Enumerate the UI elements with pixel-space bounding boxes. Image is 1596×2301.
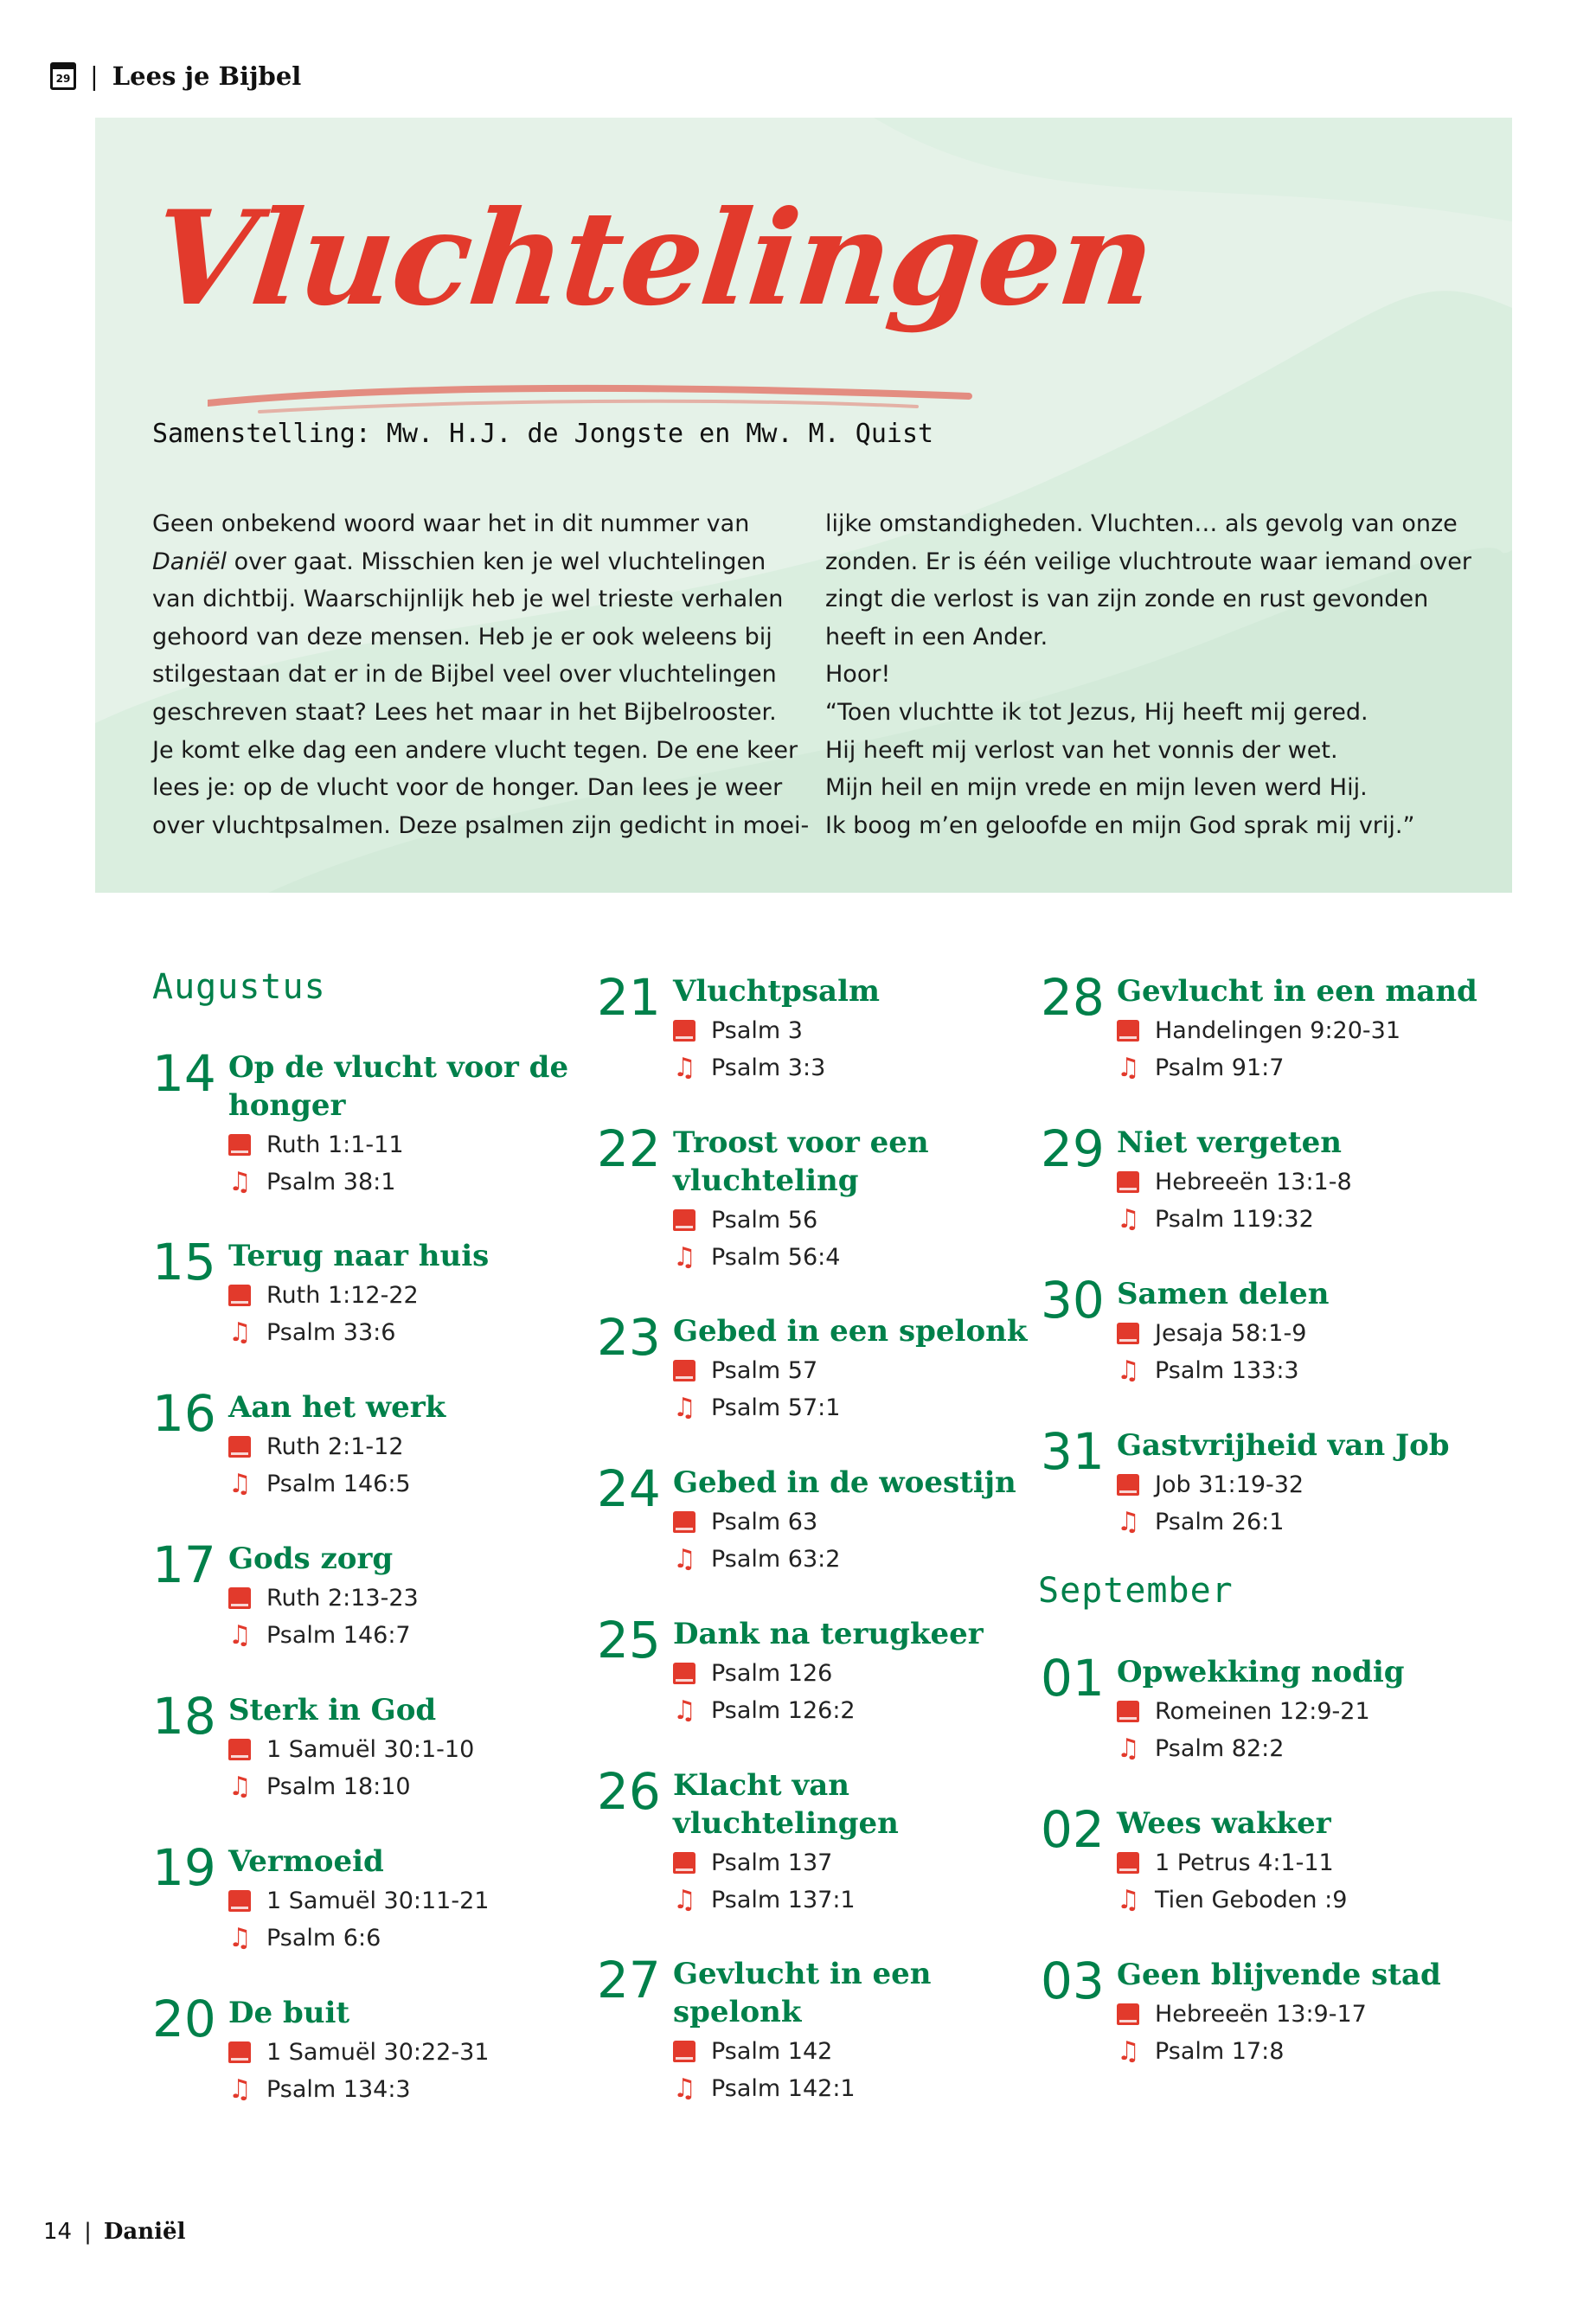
song-text: Psalm 56:4: [711, 1244, 841, 1271]
entry-title: [1117, 1653, 1497, 1691]
entry-references: [228, 1126, 404, 1201]
page-number: 14: [43, 2219, 73, 2245]
entry-references: [228, 1882, 489, 1957]
reading-text: Handelingen 9:20-31: [1155, 1017, 1401, 1044]
day-number: 28: [1041, 968, 1105, 1027]
bible-reading: [228, 1428, 411, 1465]
bible-reading: [1117, 1315, 1306, 1352]
entry-references: [1117, 1315, 1306, 1389]
reading-text: 1 Samuël 30:22-31: [266, 2039, 490, 2066]
book-icon: [1117, 2003, 1155, 2025]
song-reference: [228, 2071, 489, 2108]
entry-title: [673, 1464, 1054, 1502]
bible-reading: [1117, 1012, 1401, 1049]
intro-line: zingt die verlost is van zijn zonde en rust gevonden: [825, 586, 1429, 613]
music-note-icon: ♫: [228, 1166, 252, 1197]
bible-reading: [1117, 1693, 1370, 1730]
entry-references: [1117, 1466, 1304, 1541]
entry-title-line: Gebed in een spelonk: [673, 1314, 1028, 1349]
month-heading-september: September: [1038, 1571, 1234, 1611]
song-text: Psalm 134:3: [266, 2076, 411, 2103]
intro-line: gehoord van deze mensen. Heb je er ook weleens bij: [152, 623, 772, 651]
intro-line: lijke omstandigheden. Vluchten… als gevolg van onze: [825, 510, 1458, 537]
entry-title: [673, 1955, 1054, 2031]
entry-references: [673, 1012, 825, 1086]
day-number: 16: [152, 1384, 216, 1443]
entry-title-line: Aan het werk: [228, 1390, 446, 1425]
song-reference: [228, 1617, 419, 1654]
entry-title: [228, 1691, 609, 1729]
bible-reading: [673, 1655, 856, 1692]
reading-text: Psalm 137: [711, 1849, 833, 1876]
entry-title-line: Gastvrijheid van Job: [1117, 1428, 1450, 1463]
song-reference: [1117, 1201, 1352, 1238]
song-text: Psalm 33:6: [266, 1319, 396, 1346]
song-reference: [1117, 1503, 1304, 1541]
music-note-icon: ♫: [1117, 1506, 1140, 1537]
entry-title-line: Vermoeid: [228, 1844, 384, 1879]
song-reference: [1117, 1049, 1401, 1086]
song-reference: [1117, 1730, 1370, 1767]
section-title: Lees je Bijbel: [112, 61, 302, 91]
song-text: Psalm 137:1: [711, 1887, 856, 1913]
entry-title-line: vluchtelingen: [673, 1806, 899, 1841]
entry-references: [1117, 1163, 1352, 1238]
divider: |: [84, 2219, 92, 2245]
intro-line: Ik boog m’en geloofde en mijn God sprak mij vrij.”: [825, 811, 1415, 839]
page-footer: [43, 2219, 185, 2245]
entry-title-line: Op de vlucht voor de: [228, 1050, 569, 1085]
entry-references: [1117, 1996, 1367, 2070]
divider: |: [90, 61, 99, 91]
entry-title-line: spelonk: [673, 1995, 802, 2029]
song-reference: [673, 1389, 840, 1426]
reading-text: Romeinen 12:9-21: [1155, 1698, 1370, 1725]
song-text: Psalm 142:1: [711, 2075, 856, 2102]
book-icon: [673, 1511, 711, 1533]
song-text: Psalm 119:32: [1155, 1206, 1314, 1233]
reading-text: Jesaja 58:1-9: [1155, 1320, 1307, 1347]
entry-title: [673, 1312, 1054, 1350]
song-text: Psalm 38:1: [266, 1169, 396, 1195]
song-text: Psalm 6:6: [266, 1925, 381, 1952]
intro-line: lees je: op de vlucht voor de honger. Dan lees je weer: [152, 774, 783, 802]
bible-reading: [228, 1731, 474, 1768]
page-title: Vluchtelingen: [145, 183, 1161, 335]
book-icon: [228, 1285, 266, 1306]
entry-references: [228, 2034, 489, 2108]
song-reference: [228, 1920, 489, 1957]
calendar-icon: 29: [50, 62, 76, 90]
song-text: Psalm 146:7: [266, 1622, 411, 1649]
reading-text: Ruth 1:12-22: [266, 1282, 419, 1309]
song-text: Psalm 26:1: [1155, 1509, 1285, 1535]
book-icon: [673, 1360, 711, 1381]
book-icon: [228, 2041, 266, 2063]
book-icon: [673, 1852, 711, 1874]
entry-title: [1117, 1956, 1497, 1994]
day-number: 31: [1041, 1422, 1105, 1481]
book-icon: [228, 1587, 266, 1609]
music-note-icon: ♫: [228, 1317, 252, 1348]
book-icon: [228, 1134, 266, 1156]
entry-title-line: Vluchtpsalm: [673, 974, 880, 1009]
day-number: 26: [597, 1762, 661, 1821]
song-text: Psalm 146:5: [266, 1471, 411, 1497]
music-note-icon: ♫: [228, 1619, 252, 1650]
song-text: Psalm 18:10: [266, 1773, 411, 1800]
music-note-icon: ♫: [673, 1241, 696, 1272]
bible-reading: [228, 1277, 419, 1314]
song-text: Tien Geboden :9: [1155, 1887, 1348, 1913]
bible-reading: [228, 2034, 489, 2071]
entry-references: [228, 1731, 474, 1805]
day-number: 30: [1041, 1271, 1105, 1330]
song-reference: [1117, 1352, 1306, 1389]
entry-title-line: Klacht van: [673, 1768, 849, 1803]
music-note-icon: ♫: [1117, 1355, 1140, 1386]
reading-text: Psalm 3: [711, 1017, 803, 1044]
day-number: 01: [1041, 1649, 1105, 1708]
entry-title-line: vluchteling: [673, 1163, 859, 1198]
entry-references: [673, 2033, 856, 2107]
music-note-icon: ♫: [228, 1468, 252, 1499]
song-text: Psalm 82:2: [1155, 1735, 1285, 1762]
music-note-icon: ♫: [228, 1771, 252, 1802]
entry-title-line: Terug naar huis: [228, 1239, 490, 1273]
bible-reading: [228, 1126, 404, 1163]
bible-reading: [228, 1580, 419, 1617]
entry-title: [1117, 1426, 1497, 1465]
reading-text: 1 Samuël 30:11-21: [266, 1888, 490, 1914]
book-icon: [1117, 1852, 1155, 1874]
intro-line: Mijn heil en mijn vrede en mijn leven werd Hij.: [825, 774, 1368, 802]
entry-title: [228, 1843, 609, 1881]
entry-title: [673, 1766, 1054, 1843]
music-note-icon: ♫: [673, 1543, 696, 1574]
song-reference: [228, 1314, 419, 1351]
music-note-icon: ♫: [673, 1884, 696, 1915]
reading-text: Ruth 1:1-11: [266, 1131, 404, 1158]
song-reference: [673, 1541, 840, 1578]
entry-title: [228, 1994, 609, 2032]
intro-line: over vluchtpsalmen. Deze psalmen zijn gedicht in moei-: [152, 811, 810, 839]
reading-text: Hebreeën 13:1-8: [1155, 1169, 1352, 1195]
music-note-icon: ♫: [1117, 1203, 1140, 1234]
music-note-icon: ♫: [673, 1052, 696, 1083]
entry-title-line: Gevlucht in een: [673, 1957, 932, 1991]
bible-reading: [673, 1352, 840, 1389]
bible-reading: [228, 1882, 489, 1920]
intro-column-left: [152, 505, 810, 844]
entry-title-line: Niet vergeten: [1117, 1125, 1342, 1160]
entry-title: [1117, 1804, 1497, 1843]
entry-title: [673, 972, 1054, 1010]
bible-reading: [1117, 1844, 1347, 1881]
entry-references: [673, 1202, 840, 1276]
entry-title: [1117, 972, 1497, 1010]
day-number: 15: [152, 1233, 216, 1292]
day-number: 22: [597, 1119, 661, 1178]
intro-line: stilgestaan dat er in de Bijbel veel over vluchtelingen: [152, 661, 777, 689]
section-header: [50, 59, 301, 93]
entry-title: [228, 1540, 609, 1578]
book-icon: [1117, 1323, 1155, 1344]
bible-reading: [673, 1012, 825, 1049]
intro-line: Hoor!: [825, 661, 891, 689]
entry-title-line: honger: [228, 1088, 346, 1123]
day-number: 19: [152, 1838, 216, 1897]
entry-title: [228, 1237, 609, 1275]
song-text: Psalm 17:8: [1155, 2038, 1285, 2065]
entry-title-line: Troost voor een: [673, 1125, 929, 1160]
entry-title-line: Sterk in God: [228, 1693, 437, 1727]
credits: Samenstelling: Mw. H.J. de Jongste en Mw. M. Quist: [152, 419, 934, 449]
entry-title: [673, 1615, 1054, 1653]
magazine-title: Daniël: [103, 2219, 186, 2245]
song-reference: [673, 1049, 825, 1086]
day-number: 20: [152, 1990, 216, 2048]
day-number: 24: [597, 1459, 661, 1518]
music-note-icon: ♫: [1117, 2035, 1140, 2067]
book-icon: [228, 1436, 266, 1458]
book-icon: [1117, 1474, 1155, 1496]
bible-reading: [673, 1844, 856, 1881]
day-number: 21: [597, 968, 661, 1027]
reading-text: Hebreeën 13:9-17: [1155, 2001, 1367, 2028]
reading-text: Job 31:19-32: [1155, 1471, 1304, 1498]
intro-line: heeft in een Ander.: [825, 623, 1048, 651]
reading-text: Ruth 2:1-12: [266, 1433, 404, 1460]
day-number: 02: [1041, 1800, 1105, 1859]
entry-title-line: Samen delen: [1117, 1277, 1330, 1311]
book-icon: [673, 1209, 711, 1231]
intro-column-right: [825, 505, 1483, 844]
music-note-icon: ♫: [228, 1922, 252, 1953]
music-note-icon: ♫: [1117, 1052, 1140, 1083]
day-number: 23: [597, 1308, 661, 1367]
reading-text: 1 Samuël 30:1-10: [266, 1736, 475, 1763]
reading-text: 1 Petrus 4:1-11: [1155, 1849, 1334, 1876]
entry-title-line: Gods zorg: [228, 1541, 394, 1576]
book-icon: [673, 1020, 711, 1042]
entry-title-line: Gebed in de woestijn: [673, 1465, 1016, 1500]
bible-reading: [673, 2033, 856, 2070]
entry-title: [673, 1124, 1054, 1200]
bible-reading: [1117, 1163, 1352, 1201]
entry-title: [1117, 1275, 1497, 1313]
song-text: Psalm 63:2: [711, 1546, 841, 1573]
hero-panel: [95, 118, 1512, 893]
month-heading-august: Augustus: [152, 967, 326, 1007]
entry-references: [673, 1655, 856, 1729]
song-text: Psalm 91:7: [1155, 1054, 1285, 1081]
song-reference: [673, 1692, 856, 1729]
reading-text: Psalm 126: [711, 1660, 833, 1687]
brush-stroke: [208, 377, 986, 420]
song-reference: [228, 1163, 404, 1201]
entry-references: [228, 1428, 411, 1503]
entry-references: [673, 1844, 856, 1919]
day-number: 27: [597, 1951, 661, 2009]
song-reference: [673, 1881, 856, 1919]
music-note-icon: ♫: [673, 1392, 696, 1423]
song-text: Psalm 133:3: [1155, 1357, 1299, 1384]
entry-title-line: De buit: [228, 1996, 350, 2030]
intro-line: Daniël over gaat. Misschien ken je wel vluchtelingen: [152, 548, 766, 575]
entry-title-line: Gevlucht in een mand: [1117, 974, 1477, 1009]
entry-title-line: Geen blijvende stad: [1117, 1958, 1441, 1992]
day-number: 14: [152, 1044, 216, 1103]
reading-text: Psalm 57: [711, 1357, 818, 1384]
entry-references: [228, 1580, 419, 1654]
music-note-icon: ♫: [1117, 1884, 1140, 1915]
book-icon: [1117, 1020, 1155, 1042]
music-note-icon: ♫: [673, 2073, 696, 2104]
song-text: Psalm 126:2: [711, 1697, 856, 1724]
entry-references: [1117, 1012, 1401, 1086]
song-reference: [228, 1465, 411, 1503]
intro-line: Geen onbekend woord waar het in dit nummer van: [152, 510, 750, 537]
day-number: 03: [1041, 1952, 1105, 2010]
day-number: 29: [1041, 1119, 1105, 1178]
entry-references: [673, 1503, 840, 1578]
intro-line: zonden. Er is één veilige vluchtroute waar iemand over: [825, 548, 1471, 575]
music-note-icon: ♫: [673, 1695, 696, 1726]
song-reference: [673, 1239, 840, 1276]
day-number: 17: [152, 1535, 216, 1594]
intro-line: Je komt elke dag een andere vlucht tegen. De ene keer: [152, 736, 798, 764]
song-reference: [1117, 1881, 1347, 1919]
entry-references: [1117, 1693, 1370, 1767]
entry-title-line: Wees wakker: [1117, 1806, 1331, 1841]
reading-text: Psalm 56: [711, 1207, 818, 1234]
entry-title-line: Dank na terugkeer: [673, 1617, 984, 1651]
entry-title: [228, 1388, 609, 1426]
book-icon: [228, 1890, 266, 1912]
entry-title: [228, 1048, 609, 1125]
book-icon: [1117, 1171, 1155, 1193]
book-icon: [228, 1739, 266, 1760]
book-icon: [1117, 1701, 1155, 1722]
song-reference: [228, 1768, 474, 1805]
reading-text: Ruth 2:13-23: [266, 1585, 419, 1612]
entry-title-line: Opwekking nodig: [1117, 1655, 1405, 1689]
intro-line: geschreven staat? Lees het maar in het Bijbelrooster.: [152, 698, 777, 726]
intro-line: Hij heeft mij verlost van het vonnis der wet.: [825, 736, 1338, 764]
reading-text: Psalm 142: [711, 2038, 833, 2065]
entry-title: [1117, 1124, 1497, 1162]
book-icon: [673, 2041, 711, 2062]
day-number: 18: [152, 1687, 216, 1746]
song-text: Psalm 3:3: [711, 1054, 826, 1081]
entry-references: [673, 1352, 840, 1426]
reading-text: Psalm 63: [711, 1509, 818, 1535]
music-note-icon: ♫: [228, 2073, 252, 2105]
entry-references: [228, 1277, 419, 1351]
entry-references: [1117, 1844, 1347, 1919]
bible-reading: [673, 1202, 840, 1239]
bible-reading: [1117, 1466, 1304, 1503]
song-reference: [1117, 2033, 1367, 2070]
song-text: Psalm 57:1: [711, 1394, 841, 1421]
intro-line: van dichtbij. Waarschijnlijk heb je wel trieste verhalen: [152, 586, 784, 613]
bible-reading: [1117, 1996, 1367, 2033]
intro-line: “Toen vluchtte ik tot Jezus, Hij heeft mij gered.: [825, 698, 1368, 726]
song-reference: [673, 2070, 856, 2107]
book-icon: [673, 1663, 711, 1684]
bible-reading: [673, 1503, 840, 1541]
music-note-icon: ♫: [1117, 1733, 1140, 1764]
day-number: 25: [597, 1611, 661, 1670]
